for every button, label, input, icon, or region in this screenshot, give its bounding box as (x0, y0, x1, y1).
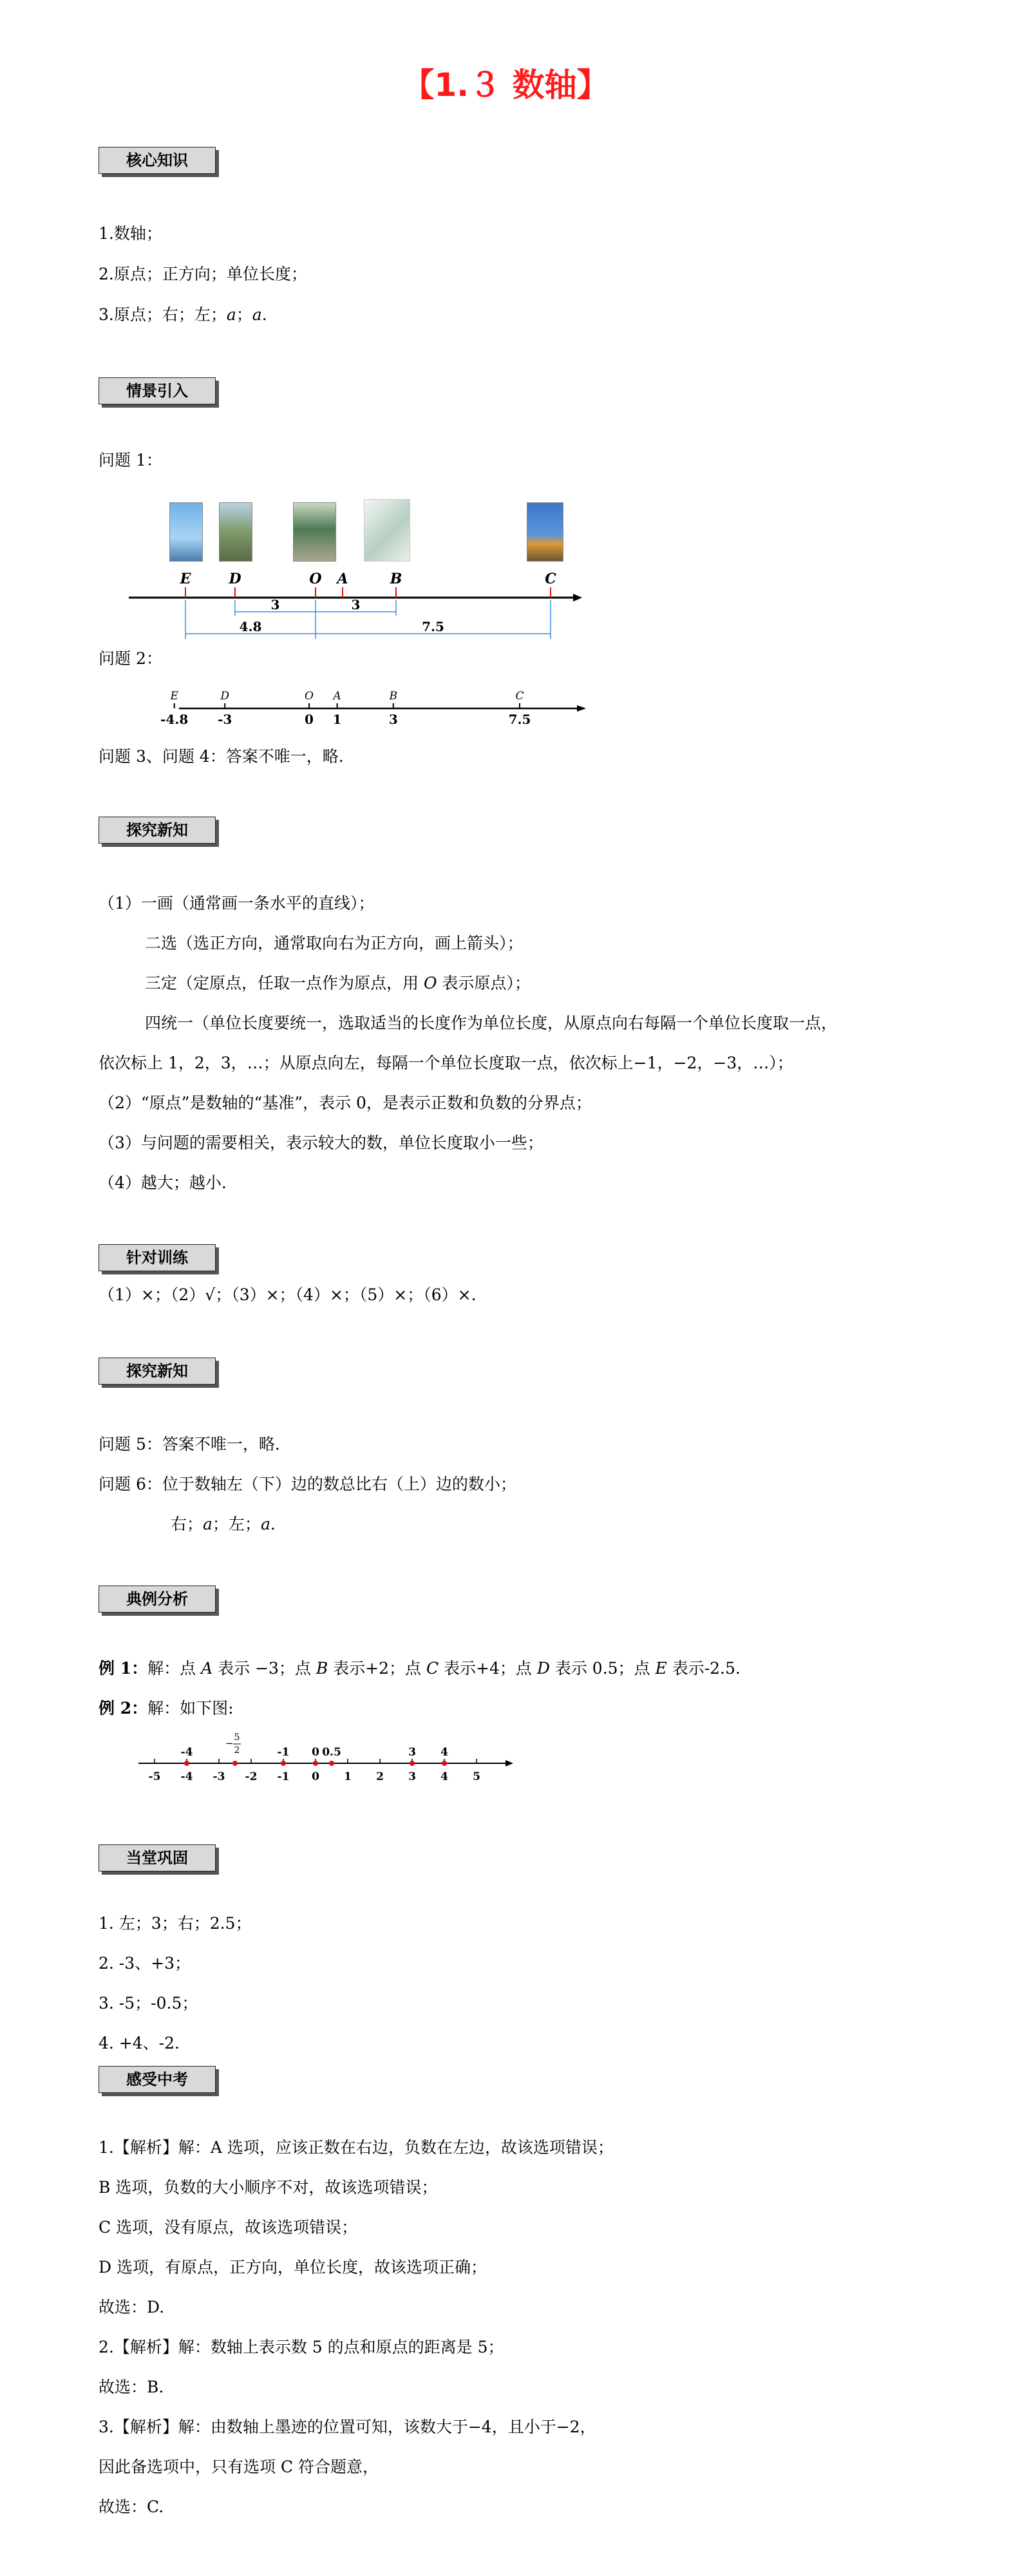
tick-label: 3 (388, 712, 398, 727)
tick-label: -3 (213, 1770, 225, 1783)
question-3-4-answer: 问题 3、问题 4：答案不唯一，略. (99, 747, 344, 766)
consolidate-line-2: 2. -3、+3； (99, 1954, 191, 1973)
tree-picture-e (169, 502, 203, 562)
point-label-A: A (337, 571, 348, 587)
consolidate-line-1: 1. 左；3；右；2.5； (99, 1914, 252, 1933)
question-6-answer: 问题 6：位于数轴左（下）边的数总比右（上）边的数小； (99, 1475, 516, 1493)
tick-label: 1 (332, 712, 342, 727)
example-1: 例 1：解：点 A 表示 −3；点 B 表示+2；点 C 表示+4；点 D 表示 0.5；点 E 表示-2.5. (99, 1659, 741, 1678)
point-label-D: D (229, 571, 241, 587)
dimension-label: 4.8 (239, 619, 262, 634)
tick-label: 2 (376, 1770, 384, 1783)
marked-point-label: -4 (180, 1746, 193, 1759)
axis-arrow (577, 705, 586, 712)
section-header-examples: 典例分析 (99, 1586, 216, 1613)
point-label-C: C (545, 571, 556, 587)
point-label-E: E (170, 690, 178, 703)
axis-arrow (573, 594, 582, 601)
exam-line-1: 1.【解析】解：A 选项，应该正数在右边，负数在左边，故该选项错误； (99, 2138, 614, 2157)
tree-picture-d (219, 502, 252, 562)
fraction-denominator: 2 (234, 1745, 240, 1756)
axis-arrow (506, 1760, 513, 1766)
tick-label: -2 (245, 1770, 258, 1783)
drill-answers: （1）×；（2）√；（3）×；（4）×；（5）×；（6）×. (99, 1285, 477, 1304)
marked-point (442, 1761, 447, 1766)
marked-point (313, 1761, 318, 1766)
explore-1-line-8: （4）越大；越小. (99, 1173, 227, 1192)
tick-label: 7.5 (508, 712, 531, 727)
example-2: 例 2：解：如下图: (99, 1699, 234, 1718)
exam-line-3: C 选项，没有原点，故该选项错误； (99, 2218, 358, 2237)
point-label-B: B (389, 690, 398, 703)
exam-line-8: 3.【解析】解：由数轴上墨迹的位置可知，该数大于−4，且小于−2， (99, 2418, 596, 2436)
dimension-label: 3 (351, 597, 361, 612)
section-header-consolidate: 当堂巩固 (99, 1844, 216, 1871)
tick-label: 0 (305, 712, 314, 727)
tower-picture-c (527, 502, 563, 562)
section-header-explore-1: 探究新知 (99, 817, 216, 844)
exam-line-6: 2.【解析】解：数轴上表示数 5 的点和原点的距离是 5； (99, 2338, 504, 2356)
tick-label: 5 (473, 1770, 480, 1783)
dimension-label: 7.5 (422, 619, 444, 634)
tick-label: -1 (277, 1770, 290, 1783)
number-line-question-2 (160, 683, 592, 734)
consolidate-line-3: 3. -5；-0.5； (99, 1994, 198, 2012)
tick-label: 4 (440, 1770, 448, 1783)
tick-label: 0 (312, 1770, 319, 1783)
exam-line-5: 故选：D. (99, 2298, 165, 2316)
core-line-1: 1.数轴； (99, 224, 162, 243)
monument-picture-o (293, 502, 336, 562)
question-2-label: 问题 2： (99, 649, 162, 668)
question-6-fill: 右；a；左；a. (171, 1515, 276, 1533)
explore-1-line-3: 三定（定原点，任取一点作为原点，用 O 表示原点）； (145, 974, 531, 992)
marked-point-label: 4 (440, 1746, 448, 1759)
explore-1-line-7: （3）与问题的需要相关，表示较大的数，单位长度取小一些； (99, 1133, 543, 1152)
tick-label: -5 (148, 1770, 161, 1783)
statue-picture-b (364, 499, 410, 562)
explore-1-line-6: （2）“原点”是数轴的“基准”，表示 0，是表示正数和负数的分界点； (99, 1094, 592, 1112)
marked-point-label: 0.5 (322, 1746, 341, 1759)
point-label-B: B (390, 571, 402, 587)
marked-point-label: 0 (312, 1746, 319, 1759)
section-header-drill: 针对训练 (99, 1244, 216, 1271)
point-label-E: E (180, 571, 191, 587)
explore-1-line-2: 二选（选正方向，通常取向右为正方向，画上箭头）； (145, 934, 524, 952)
marked-point-label: -1 (277, 1746, 290, 1759)
number-line-example-2 (132, 1726, 518, 1790)
point-label-O: O (305, 690, 314, 703)
exam-line-7: 故选：B. (99, 2378, 164, 2396)
section-header-core: 核心知识 (99, 147, 216, 174)
marked-point (281, 1761, 286, 1766)
explore-1-line-5: 依次标上 1，2，3，…；从原点向左，每隔一个单位长度取一点，依次标上−1，−2，−3，…）； (99, 1054, 793, 1072)
tick-label: 1 (344, 1770, 352, 1783)
question-5-answer: 问题 5：答案不唯一，略. (99, 1435, 280, 1454)
number-line-question-1 (122, 554, 586, 638)
marked-point (184, 1761, 189, 1766)
tick-label: 3 (408, 1770, 416, 1783)
point-label-D: D (220, 690, 230, 703)
core-line-3: 3.原点；右；左；a；a. (99, 305, 267, 324)
exam-line-2: B 选项，负数的大小顺序不对，故该选项错误； (99, 2178, 438, 2197)
marked-point-label: 3 (408, 1746, 416, 1759)
point-label-C: C (515, 690, 524, 703)
marked-point (410, 1761, 415, 1766)
tick-label: -3 (218, 712, 232, 727)
point-label-A: A (333, 690, 341, 703)
question-1-label: 问题 1： (99, 451, 162, 469)
point-label-O: O (309, 571, 322, 587)
tick-label: -4.8 (160, 712, 189, 727)
marked-point (329, 1761, 334, 1766)
section-header-explore-2: 探究新知 (99, 1358, 216, 1385)
section-header-exam: 感受中考 (99, 2066, 216, 2093)
section-header-intro: 情景引入 (99, 377, 216, 404)
dimension-label: 3 (270, 597, 280, 612)
explore-1-line-1: （1）一画（通常画一条水平的直线）； (99, 894, 375, 913)
explore-1-line-4: 四统一（单位长度要统一，选取适当的长度作为单位长度，从原点向右每隔一个单位长度取一点， (145, 1014, 838, 1032)
exam-line-10: 故选：C. (99, 2497, 164, 2516)
page-title: 【1.３ 数轴】 (402, 66, 609, 104)
fraction-numerator: 5 (234, 1732, 240, 1743)
exam-line-9: 因此备选项中，只有选项 C 符合题意， (99, 2458, 379, 2476)
marked-point (232, 1761, 238, 1766)
exam-line-4: D 选项，有原点，正方向，单位长度，故该选项正确； (99, 2258, 487, 2277)
consolidate-line-4: 4. +4、-2. (99, 2034, 180, 2052)
tick-label: -4 (180, 1770, 193, 1783)
core-line-2: 2.原点；正方向；单位长度； (99, 265, 307, 283)
fraction-sign: − (225, 1738, 234, 1749)
